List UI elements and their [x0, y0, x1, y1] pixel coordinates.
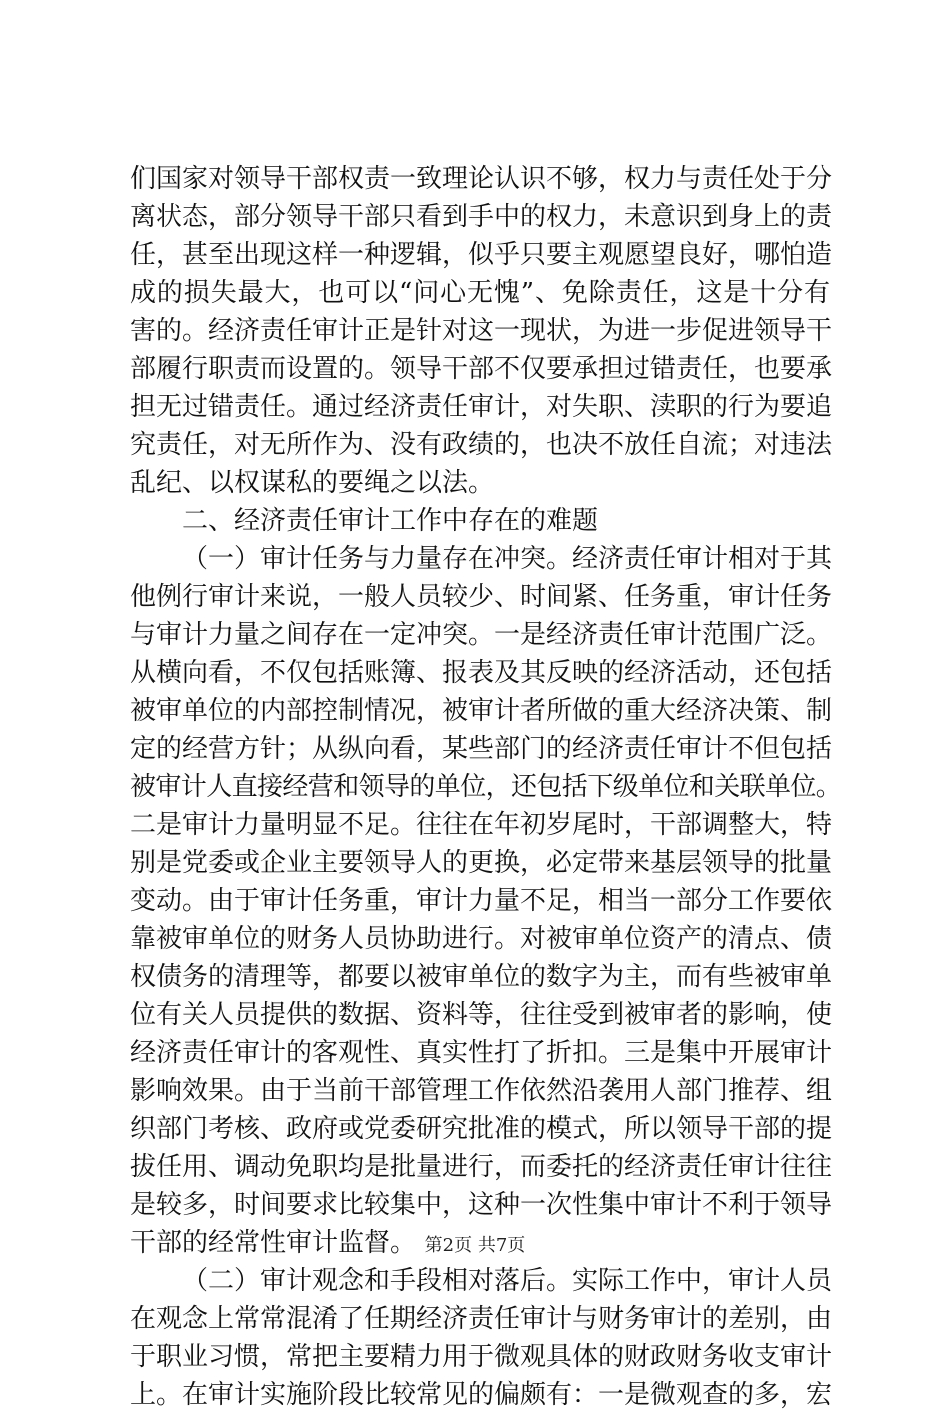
- text-line: 被审单位的内部控制情况，被审计者所做的重大经济决策、制: [130, 696, 833, 726]
- text-line: 拔任用、调动免职均是批量进行，而委托的经济责任审计往往: [130, 1152, 833, 1182]
- text-line: 离状态，部分领导干部只看到手中的权力，未意识到身上的责: [130, 202, 833, 232]
- text-line: 乱纪、以权谋私的要绳之以法。: [130, 468, 495, 498]
- text-line: 别是党委或企业主要领导人的更换，必定带来基层领导的批量: [130, 848, 833, 878]
- text-line: 在观念上常常混淆了任期经济责任审计与财务审计的差别，由: [130, 1304, 833, 1334]
- text-line: 他例行审计来说，一般人员较少、时间紧、任务重，审计任务: [130, 582, 833, 612]
- text-line: 上。在审计实施阶段比较常见的偏颇有：一是微观查的多，宏: [130, 1380, 833, 1410]
- text-line: 权债务的清理等，都要以被审单位的数字为主，而有些被审单: [130, 962, 833, 992]
- text-line: 害的。经济责任审计正是针对这一现状，为进一步促进领导干: [130, 316, 833, 346]
- text-line: 从横向看，不仅包括账簿、报表及其反映的经济活动，还包括: [130, 658, 833, 688]
- text-line: 靠被审单位的财务人员协助进行。对被审单位资产的清点、债: [130, 924, 833, 954]
- text-line: 成的损失最大，也可以“问心无愧”、免除责任，这是十分有: [130, 278, 830, 308]
- text-line: 是较多，时间要求比较集中，这种一次性集中审计不利于领导: [130, 1190, 833, 1220]
- text-line: 影响效果。由于当前干部管理工作依然沿袭用人部门推荐、组: [130, 1076, 833, 1106]
- text-line: 干部的经常性审计监督。: [130, 1228, 417, 1258]
- text-line: 位有关人员提供的数据、资料等，往往受到被审者的影响，使: [130, 1000, 833, 1030]
- text-line: 定的经营方针；从纵向看，某些部门的经济责任审计不但包括: [130, 734, 833, 764]
- text-line: 于职业习惯，常把主要精力用于微观具体的财政财务收支审计: [130, 1342, 833, 1372]
- text-line: 变动。由于审计任务重，审计力量不足，相当一部分工作要依: [130, 886, 833, 916]
- text-line: 部履行职责而设置的。领导干部不仅要承担过错责任，也要承: [130, 354, 833, 384]
- text-line: 与审计力量之间存在一定冲突。一是经济责任审计范围广泛。: [130, 620, 833, 650]
- text-line: 织部门考核、政府或党委研究批准的模式，所以领导干部的提: [130, 1114, 833, 1144]
- page-number-footer: 第2页 共7页: [424, 1235, 526, 1256]
- text-line: 担无过错责任。通过经济责任审计，对失职、渎职的行为要追: [130, 392, 833, 422]
- text-line: 被审计人直接经营和领导的单位，还包括下级单位和关联单位。: [130, 772, 842, 802]
- text-line: 们国家对领导干部权责一致理论认识不够，权力与责任处于分: [130, 164, 833, 194]
- text-line: 究责任，对无所作为、没有政绩的，也决不放任自流；对违法: [130, 430, 833, 460]
- text-line: 任，甚至出现这样一种逻辑，似乎只要主观愿望良好，哪怕造: [130, 240, 833, 270]
- body-text: [130, 160, 842, 1414]
- section-heading: 二、经济责任审计工作中存在的难题: [182, 506, 599, 536]
- subsection-heading: （二）审计观念和手段相对落后。实际工作中，审计人员: [182, 1266, 833, 1296]
- subsection-heading: （一）审计任务与力量存在冲突。经济责任审计相对于其: [182, 544, 833, 574]
- text-line: 二是审计力量明显不足。往往在年初岁尾时，干部调整大，特: [130, 810, 833, 840]
- text-line: 经济责任审计的客观性、真实性打了折扣。三是集中开展审计: [130, 1038, 833, 1068]
